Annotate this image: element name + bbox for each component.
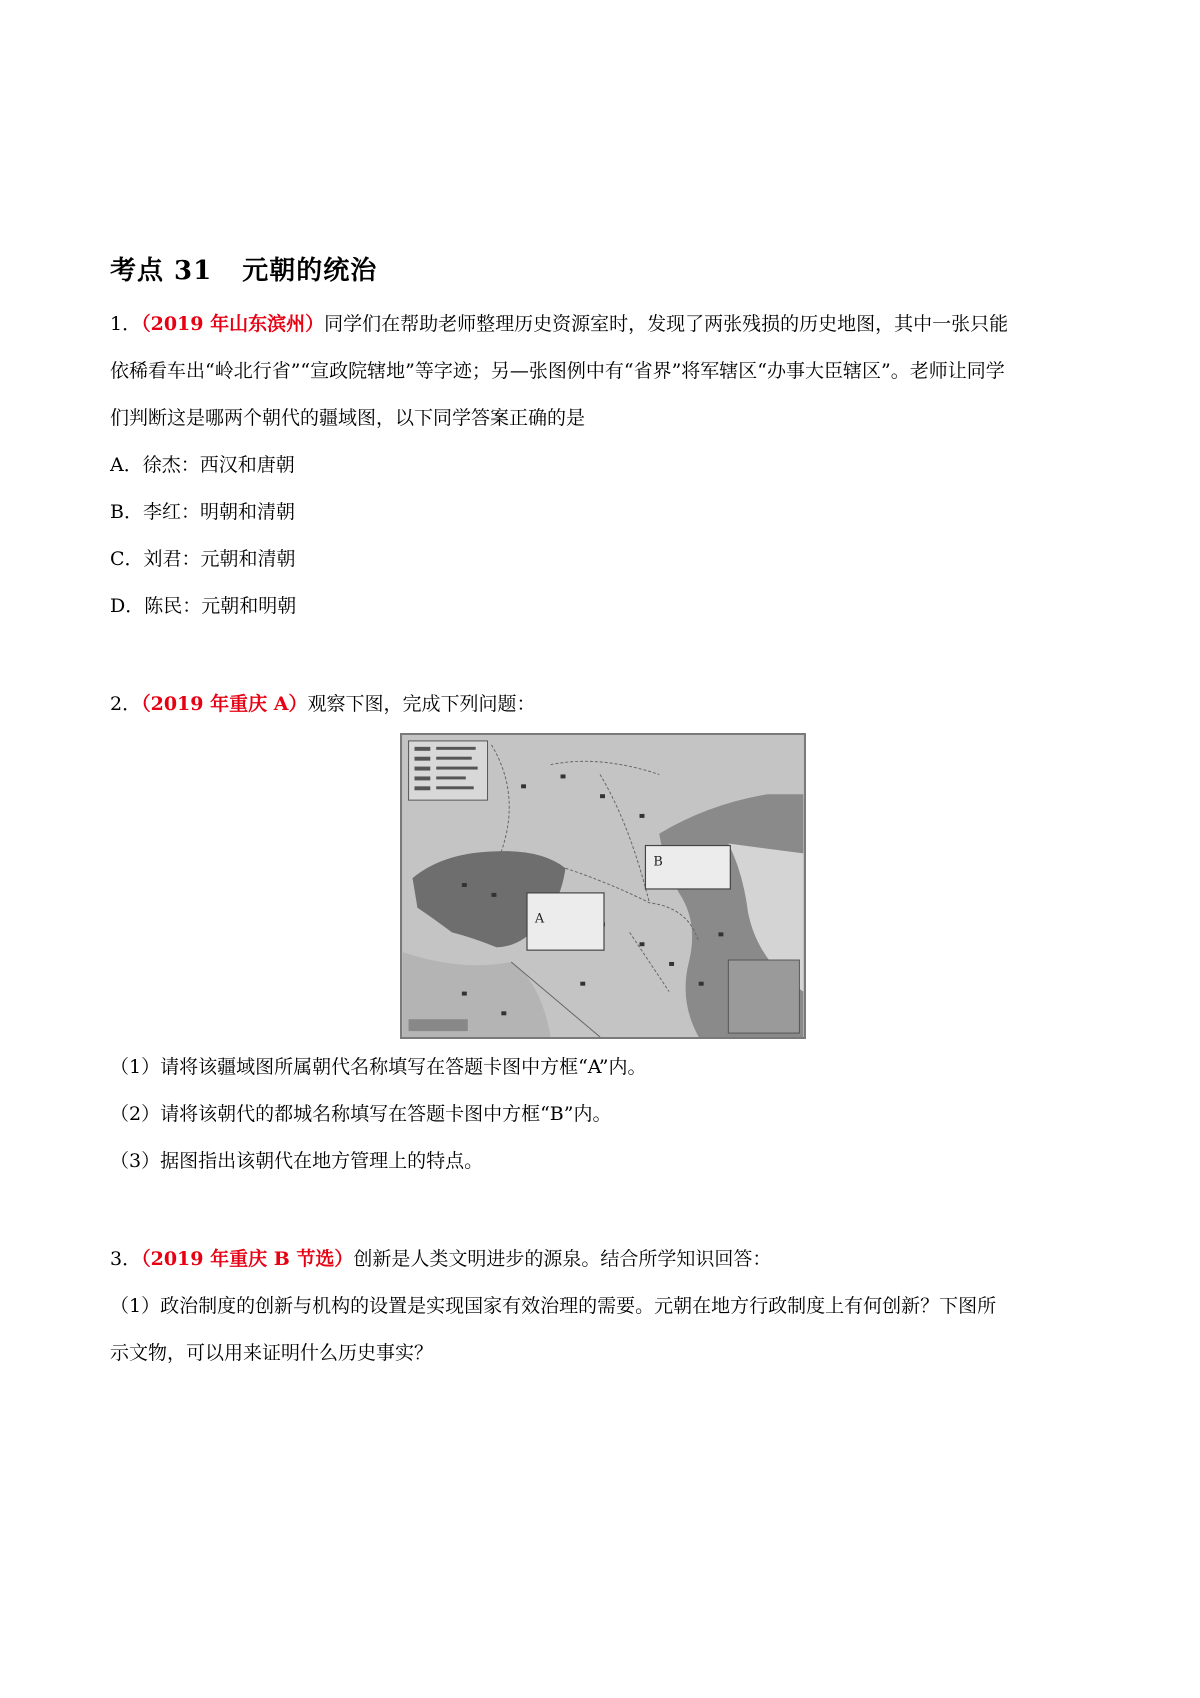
q1-option-d: D．陈民：元朝和明朝 — [110, 595, 297, 617]
q2-source: （2019 年重庆 A） — [141, 693, 308, 715]
q3-stem: 创新是人类文明进步的源泉。结合所学知识回答： — [353, 1248, 772, 1270]
inset-map — [728, 960, 799, 1033]
q1-line-1 — [110, 310, 1008, 338]
q1-option-a: A．徐杰：西汉和唐朝 — [110, 454, 295, 476]
q2-sub-3: （3）据图指出该朝代在地方管理上的特点。 — [110, 1150, 484, 1172]
q1-source: （2019 年山东滨州） — [141, 313, 325, 335]
q2-sub-2: （2）请将该朝代的都城名称填写在答题卡图中方框“B”内。 — [110, 1103, 612, 1125]
q2-sub-1: （1）请将该疆域图所属朝代名称填写在答题卡图中方框“A”内。 — [110, 1056, 647, 1078]
section-number: 考点 31 — [110, 256, 213, 286]
q3-sub-1-line-2: 示文物，可以用来证明什么历史事实？ — [110, 1342, 434, 1364]
q3-number: 3． — [110, 1248, 142, 1270]
section-title — [110, 250, 377, 287]
q2-number: 2． — [110, 693, 142, 715]
q1-option-c: C．刘君：元朝和清朝 — [110, 548, 296, 570]
q3-sub-1-line-1: （1）政治制度的创新与机构的设置是实现国家有效治理的需要。元朝在地方行政制度上有何创新？下图所 — [110, 1295, 997, 1317]
q3-source: （2019 年重庆 B 节选） — [141, 1248, 354, 1270]
map-caption-bar — [409, 1019, 468, 1031]
section-name: 元朝的统治 — [242, 256, 378, 286]
q1-line-2: 依稀看车出“岭北行省”“宣政院辖地”等字迹；另—张图例中有“省界”将军辖区“办事大臣辖区”。老师让同学 — [110, 360, 1005, 382]
q2-stem: 观察下图，完成下列问题： — [307, 693, 536, 715]
box-b-label: B — [653, 854, 663, 870]
q1-option-b: B．李红：明朝和清朝 — [110, 501, 295, 523]
q1-number: 1． — [110, 313, 142, 335]
q3-line-1 — [110, 1245, 771, 1273]
yuan-territory-map — [400, 733, 806, 1039]
q1-line-3: 们判断这是哪两个朝代的疆域图，以下同学答案正确的是 — [110, 407, 586, 429]
q1-text-1: 同学们在帮助老师整理历史资源室时，发现了两张残损的历史地图，其中一张只能 — [324, 313, 1009, 335]
box-a-label: A — [534, 911, 545, 927]
q2-line-1 — [110, 690, 535, 718]
